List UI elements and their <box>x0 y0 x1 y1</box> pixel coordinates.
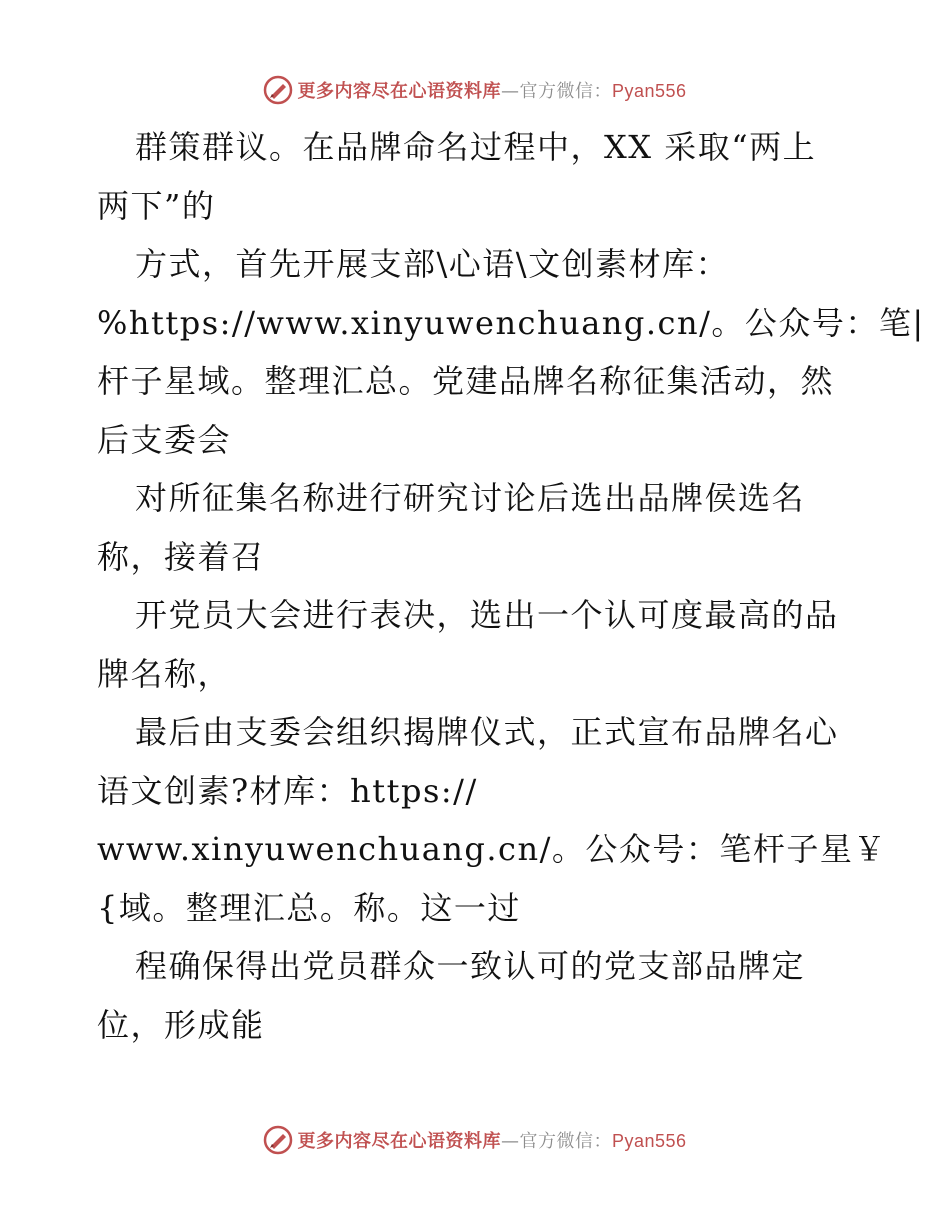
body-line: 群策群议。在品牌命名过程中，XX 采取“两上 <box>135 128 817 166</box>
footer-banner-main: 更多内容尽在心语资料库 <box>297 1131 501 1152</box>
header-banner <box>0 70 950 110</box>
body-line: 位，形成能 <box>97 1005 265 1044</box>
body-line: 两下”的 <box>97 186 216 225</box>
document-feather-icon <box>263 75 293 105</box>
header-banner-text <box>297 77 686 103</box>
footer-banner-separator: — <box>500 1131 520 1152</box>
body-line: 杆子星域。整理汇总。党建品牌名称征集活动，然 <box>97 362 835 400</box>
body-line: %https://www.xinyuwenchuang.cn/。公众号：笔| <box>97 303 925 342</box>
body-line: 开党员大会进行表决，选出一个认可度最高的品 <box>135 596 839 634</box>
header-banner-separator: — <box>500 81 520 102</box>
body-line: 方式，首先开展支部\心语\文创素材库： <box>135 245 730 283</box>
body-line: 称，接着召 <box>97 537 265 576</box>
body-line: www.xinyuwenchuang.cn/。公众号：笔杆子星￥ <box>97 830 887 868</box>
body-line: 最后由支委会组织揭牌仪式，正式宣布品牌名心 <box>135 713 839 751</box>
header-banner-main: 更多内容尽在心语资料库 <box>297 81 501 102</box>
header-banner-account: Pyan556 <box>611 81 687 101</box>
body-line: 语文创素?材库：https:// <box>97 771 478 810</box>
document-body <box>97 118 925 1054</box>
footer-banner-sub: 官方微信： <box>519 1131 612 1152</box>
header-banner-sub: 官方微信： <box>519 81 612 102</box>
body-line: 牌名称， <box>97 654 232 693</box>
body-line: {域。整理汇总。称。这一过 <box>97 888 521 927</box>
body-line: 对所征集名称进行研究讨论后选出品牌侯选名 <box>135 479 806 517</box>
body-line: 后支委会 <box>97 420 232 459</box>
body-line: 程确保得出党员群众一致认可的党支部品牌定 <box>135 947 806 985</box>
document-feather-icon <box>263 1125 293 1155</box>
footer-banner-account: Pyan556 <box>611 1131 687 1151</box>
footer-banner-text <box>297 1127 686 1153</box>
footer-banner <box>0 1120 950 1160</box>
